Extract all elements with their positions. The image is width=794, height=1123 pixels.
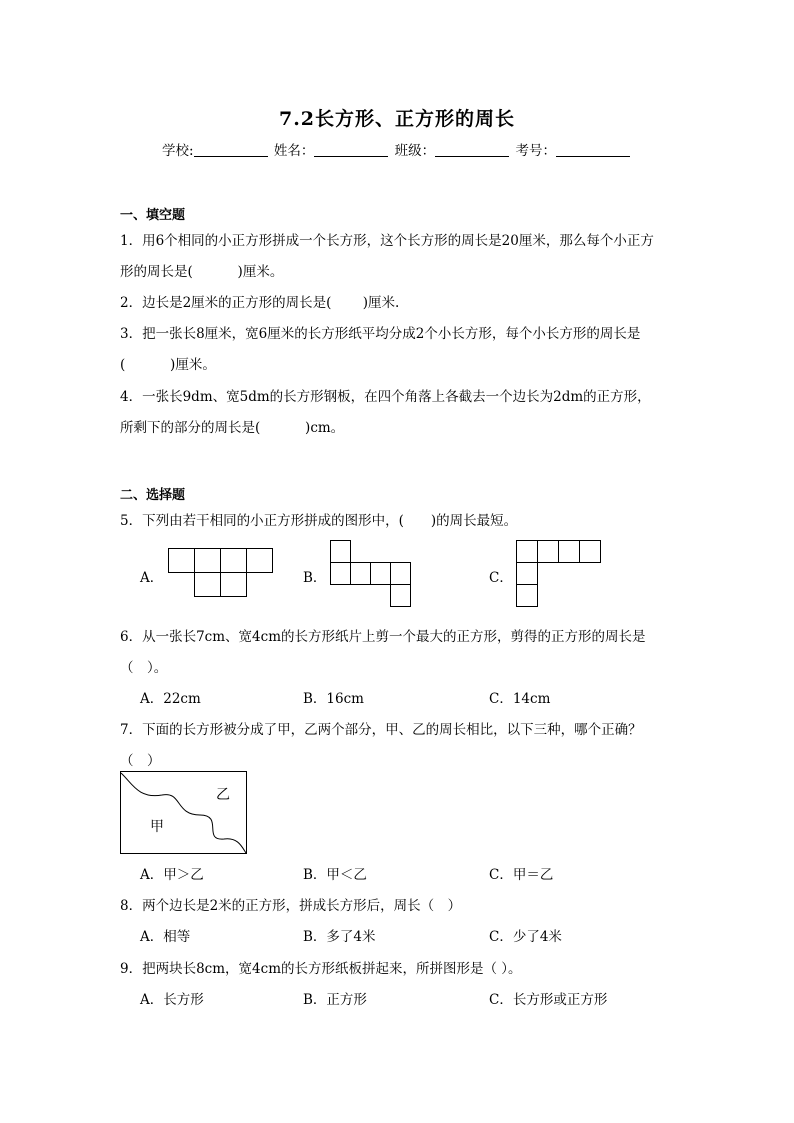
q6-option-a[interactable]: A．22cm [140, 691, 201, 707]
region-jia-label: 甲 [150, 819, 164, 835]
question-1-line-1: 1．用6个相同的小正方形拼成一个长方形，这个长方形的周长是20厘米，那么每个小正方 [120, 233, 654, 249]
number-blank[interactable] [556, 142, 630, 157]
question-7-line-1: 7．下面的长方形被分成了甲，乙两个部分，甲、乙的周长相比，以下三种，哪个正确？ [120, 722, 642, 738]
q5-option-b[interactable]: B． [303, 570, 327, 586]
q9-option-a[interactable]: A．长方形 [140, 992, 204, 1008]
question-7-line-2: （ ） [120, 753, 161, 769]
school-blank[interactable] [194, 142, 268, 157]
question-9: 9．把两块长8cm，宽4cm的长方形纸板拼起来，所拼图形是（ ）。 [120, 961, 522, 977]
class-blank[interactable] [435, 142, 509, 157]
question-2: 2．边长是2厘米的正方形的周长是( )厘米. [120, 295, 400, 311]
question-3-line-1: 3．把一张长8厘米，宽6厘米的长方形纸平均分成2个小长方形，每个小长方形的周长是 [120, 326, 641, 342]
q7-option-a[interactable]: A．甲＞乙 [140, 867, 204, 883]
region-yi-label: 乙 [216, 787, 230, 803]
q7-divided-rectangle-figure [120, 771, 248, 855]
school-label: 学校: [162, 143, 194, 159]
q5-option-a[interactable]: A． [140, 570, 164, 586]
q5-figure-c [516, 540, 604, 610]
q5-figure-b [330, 540, 412, 608]
q7-option-b[interactable]: B．甲＜乙 [303, 867, 367, 883]
q6-option-b[interactable]: B．16cm [303, 691, 364, 707]
section-heading-fill-blank: 一、填空题 [120, 208, 186, 223]
page-title: 7.2长方形、正方形的周长 [278, 108, 516, 130]
q5-figure-a [168, 548, 276, 598]
q8-option-b[interactable]: B．多了4米 [303, 929, 376, 945]
question-6-line-2: （ ）。 [120, 660, 168, 676]
q7-option-c[interactable]: C．甲＝乙 [489, 867, 554, 883]
q6-option-c[interactable]: C．14cm [489, 691, 551, 707]
question-1-line-2: 形的周长是( )厘米。 [120, 264, 284, 280]
q8-option-a[interactable]: A．相等 [140, 929, 191, 945]
number-label: 考号： [515, 143, 556, 159]
section-heading-multiple-choice: 二、选择题 [120, 488, 186, 503]
question-4-line-1: 4．一张长9dm、宽5dm的长方形钢板，在四个角落上各截去一个边长为2dm的正方形， [120, 389, 651, 405]
name-blank[interactable] [314, 142, 388, 157]
question-8: 8．两个边长是2米的正方形，拼成长方形后，周长（ ） [120, 898, 462, 914]
question-5: 5．下列由若干相同的小正方形拼成的图形中，( )的周长最短。 [120, 513, 518, 529]
question-6-line-1: 6．从一张长7cm、宽4cm的长方形纸片上剪一个最大的正方形，剪得的正方形的周长是 [120, 629, 646, 645]
q9-option-c[interactable]: C．长方形或正方形 [489, 992, 608, 1008]
q9-option-b[interactable]: B．正方形 [303, 992, 367, 1008]
name-label: 姓名： [273, 143, 315, 159]
class-label: 班级： [394, 143, 436, 159]
question-4-line-2: 所剩下的部分的周长是( )cm。 [120, 420, 345, 436]
student-info-line [0, 139, 794, 159]
q5-option-c[interactable]: C． [489, 570, 513, 586]
question-3-line-2: ( )厘米。 [120, 357, 216, 373]
q8-option-c[interactable]: C．少了4米 [489, 929, 562, 945]
